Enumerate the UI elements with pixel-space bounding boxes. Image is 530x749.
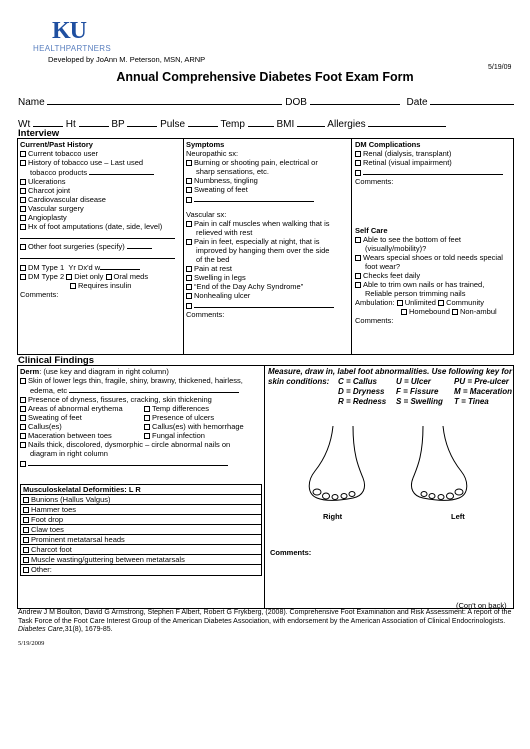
- derm-item: Callus(es) with hemorrhage: [152, 422, 244, 431]
- msk-item: Prominent metatarsal heads: [31, 535, 125, 544]
- org-name: HEALTHPARTNERS: [33, 44, 111, 53]
- complication-item: Renal (dialysis, transplant): [363, 149, 452, 158]
- bp-field[interactable]: [127, 117, 157, 127]
- checkbox[interactable]: [20, 224, 26, 230]
- complications-heading: DM Complications: [355, 140, 421, 149]
- key-intro: Measure, draw in, label foot abnormalities. Use following key for: [268, 367, 513, 376]
- ht-label: Ht: [65, 119, 76, 130]
- checkbox[interactable]: [20, 160, 26, 166]
- symptom-item: Numbness, tingling: [194, 176, 258, 185]
- checkbox[interactable]: [144, 433, 150, 439]
- checkbox[interactable]: [355, 282, 361, 288]
- symptom-item: of the bed: [196, 255, 230, 264]
- neuro-label: Neuropathic sx:: [186, 149, 239, 158]
- checkbox[interactable]: [355, 170, 361, 176]
- ambulation-label: Ambulation:: [355, 298, 395, 307]
- homebound: Homebound: [409, 307, 450, 316]
- history-item: History of tobacco use – Last used: [28, 158, 144, 167]
- derm-item: Temp differences: [152, 404, 209, 413]
- checkbox[interactable]: [23, 507, 29, 513]
- key-entry: S = Swelling: [396, 397, 443, 406]
- derm-item: Callus(es): [28, 422, 62, 431]
- left-foot-icon: [411, 426, 466, 500]
- key-panel: [268, 367, 513, 407]
- ht-field[interactable]: [79, 117, 109, 127]
- pulse-label: Pulse: [160, 119, 186, 130]
- dm-type-2: DM Type 2: [28, 272, 65, 281]
- date-field[interactable]: [430, 95, 514, 105]
- key-label: skin conditions:: [268, 377, 330, 386]
- temp-label: Temp: [220, 119, 245, 130]
- checkbox[interactable]: [23, 547, 29, 553]
- msk-table: [20, 484, 262, 576]
- derm-item: Areas of abnormal erythema: [28, 404, 123, 413]
- checkbox[interactable]: [20, 461, 26, 467]
- history-item: tobacco products: [30, 168, 88, 177]
- self-care-item: Reliable person trimming nails: [365, 289, 466, 298]
- checkbox[interactable]: [186, 284, 192, 290]
- dm-type-1: DM Type 1: [28, 263, 65, 272]
- msk-item: Muscle wasting/guttering between metatarsals: [31, 555, 185, 564]
- vascular-label: Vascular sx:: [186, 210, 227, 219]
- patient-row-2: [18, 117, 446, 130]
- right-label: Right: [323, 512, 343, 521]
- checkbox[interactable]: [186, 178, 192, 184]
- checkbox[interactable]: [355, 160, 361, 166]
- derm-label: Derm: [20, 367, 40, 376]
- clinical-heading: Clinical Findings: [18, 355, 95, 366]
- symptom-item: Swelling in legs: [194, 273, 246, 282]
- key-entry: U = Ulcer: [396, 377, 431, 386]
- bmi-field[interactable]: [297, 117, 325, 127]
- derm-item: Presence of dryness, fissures, cracking, skin thickening: [28, 395, 212, 404]
- history-comments: Comments:: [20, 290, 59, 299]
- checkbox[interactable]: [186, 275, 192, 281]
- derm-item: Fungal infection: [152, 431, 205, 440]
- derm-column: [20, 367, 260, 468]
- name-label: Name: [18, 97, 45, 108]
- checkbox[interactable]: [23, 497, 29, 503]
- continued-note: (Con't on back): [456, 601, 507, 610]
- history-column: [20, 140, 180, 299]
- checkbox[interactable]: [20, 215, 26, 221]
- unlimited: Unlimited: [404, 298, 436, 307]
- temp-field[interactable]: [248, 117, 274, 127]
- key-entry: F = Fissure: [396, 387, 439, 396]
- symptom-item: Burning or shooting pain, electrical or: [194, 158, 318, 167]
- complications-column: [355, 140, 513, 325]
- oral-meds: Oral meds: [113, 272, 149, 281]
- symptom-item: relieved with rest: [196, 228, 253, 237]
- checkbox[interactable]: [452, 309, 458, 315]
- checkbox[interactable]: [20, 206, 26, 212]
- checkbox[interactable]: [438, 300, 444, 306]
- citation: [18, 609, 512, 635]
- citation-journal: Diabetes Care: [18, 626, 63, 634]
- derm-note: : (use key and diagram in right column): [39, 367, 169, 376]
- symptom-item: Pain at rest: [194, 264, 232, 273]
- checkbox[interactable]: [70, 283, 76, 289]
- msk-item: Bunions (Hallus Valgus): [31, 495, 111, 504]
- history-item: Hx of foot amputations (date, side, level): [28, 222, 163, 231]
- symptom-item: Sweating of feet: [194, 185, 248, 194]
- name-field[interactable]: [47, 95, 282, 105]
- pulse-field[interactable]: [188, 117, 218, 127]
- checkbox[interactable]: [186, 160, 192, 166]
- right-foot-icon: [309, 426, 364, 500]
- self-care-item: Able to trim own nails or has trained,: [363, 280, 485, 289]
- key-entry: R = Redness: [338, 397, 387, 406]
- non-ambul: Non-ambul: [459, 307, 497, 316]
- history-item: Other foot surgeries (specify): [28, 242, 125, 251]
- dob-label: DOB: [285, 97, 307, 108]
- key-entry: M = Maceration: [454, 387, 513, 396]
- symptom-item: sharp sensations, etc.: [196, 167, 269, 176]
- checkbox[interactable]: [20, 151, 26, 157]
- checkbox[interactable]: [20, 424, 26, 430]
- interview-heading: Interview: [18, 128, 60, 139]
- bmi-label: BMI: [276, 119, 295, 130]
- checkbox[interactable]: [186, 303, 192, 309]
- checkbox[interactable]: [20, 433, 26, 439]
- msk-item: Claw toes: [31, 525, 64, 534]
- derm-item: Sweating of feet: [28, 413, 82, 422]
- checkbox[interactable]: [20, 442, 26, 448]
- checkbox[interactable]: [355, 273, 361, 279]
- checkbox[interactable]: [355, 237, 361, 243]
- derm-item: diagram in right column: [30, 449, 108, 458]
- checkbox[interactable]: [23, 567, 29, 573]
- allergies-field[interactable]: [368, 117, 446, 127]
- checkbox[interactable]: [20, 274, 26, 280]
- symptom-item: Pain in calf muscles when walking that is: [194, 219, 330, 228]
- complication-item: Retinal (visual impairment): [363, 158, 452, 167]
- derm-item: Skin of lower legs thin, fragile, shiny, brawny, thickened, hairless,: [28, 376, 243, 385]
- checkbox[interactable]: [106, 274, 112, 280]
- checkbox[interactable]: [20, 406, 26, 412]
- key-entry: PU = Pre-ulcer: [454, 377, 509, 386]
- derm-item: edema, etc: [30, 386, 68, 395]
- interview-box: [17, 138, 514, 355]
- self-care-item: (visually/mobility)?: [365, 244, 427, 253]
- checkbox[interactable]: [186, 221, 192, 227]
- checkbox[interactable]: [20, 244, 26, 250]
- checkbox[interactable]: [23, 527, 29, 533]
- key-entry: C = Callus: [338, 377, 377, 386]
- derm-item: Maceration between toes: [28, 431, 112, 440]
- checkbox[interactable]: [20, 397, 26, 403]
- self-care-item: Able to see the bottom of feet: [363, 235, 461, 244]
- self-care-comments: Comments:: [355, 316, 394, 325]
- history-item: Ulcerations: [28, 177, 66, 186]
- wt-label: Wt: [18, 119, 31, 130]
- msk-item: Foot drop: [31, 515, 64, 524]
- dob-field[interactable]: [310, 95, 400, 105]
- checkbox[interactable]: [186, 266, 192, 272]
- checkbox[interactable]: [20, 265, 26, 271]
- symptoms-column: [186, 140, 348, 319]
- history-item: Charcot joint: [28, 186, 71, 195]
- left-label: Left: [451, 512, 465, 521]
- symptoms-comments: Comments:: [186, 310, 225, 319]
- checkbox[interactable]: [401, 309, 407, 315]
- requires-insulin: Requires insulin: [78, 281, 132, 290]
- history-item: Angioplasty: [28, 213, 67, 222]
- checkbox[interactable]: [355, 151, 361, 157]
- date-label: Date: [406, 97, 428, 108]
- msk-heading: Musculoskelatal Deformities: L R: [21, 485, 261, 495]
- footer-date: 5/19/2009: [18, 640, 45, 647]
- wt-field[interactable]: [33, 117, 63, 127]
- history-item: Current tobacco user: [28, 149, 99, 158]
- clinical-box: [17, 365, 514, 609]
- yr-dx-label: Yr Dx'd w: [68, 263, 101, 272]
- checkbox[interactable]: [23, 537, 29, 543]
- developed-by: Developed by JoAnn M. Peterson, MSN, ARNP: [48, 55, 206, 64]
- page-title: Annual Comprehensive Diabetes Foot Exam Form: [116, 70, 414, 84]
- checkbox[interactable]: [144, 406, 150, 412]
- checkbox[interactable]: [20, 197, 26, 203]
- checkbox[interactable]: [144, 424, 150, 430]
- community: Community: [446, 298, 484, 307]
- bp-label: BP: [111, 119, 125, 130]
- symptom-item: “End of the Day Achy Syndrome”: [194, 282, 304, 291]
- checkbox[interactable]: [355, 255, 361, 261]
- citation-text: Andrew J M Boulton, David G Armstrong, Stephen F Albert, Robert G Frykberg, (2008). Comprehensive Foot Examination and Risk Assessment: A report of the Task Force of the Foot Care Interest Group of the American Diabetes Association, with endorsement by the American Association of Clinical Endocrinologists.: [18, 609, 512, 625]
- derm-item: Nails thick, discolored, dysmorphic – circle abnormal nails on: [28, 440, 231, 449]
- self-care-item: Wears special shoes or told needs special: [363, 253, 503, 262]
- symptom-item: Nonhealing ulcer: [194, 291, 251, 300]
- checkbox[interactable]: [20, 378, 26, 384]
- self-care-item: Checks feet daily: [363, 271, 421, 280]
- symptoms-heading: Symptoms: [186, 140, 225, 149]
- checkbox[interactable]: [23, 557, 29, 563]
- checkbox[interactable]: [20, 188, 26, 194]
- msk-item: Charcot foot: [31, 545, 72, 554]
- msk-item: Hammer toes: [31, 505, 77, 514]
- history-heading: Current/Past History: [20, 140, 93, 149]
- checkbox[interactable]: [144, 415, 150, 421]
- msk-item: Other:: [31, 565, 52, 574]
- key-entry: T = Tinea: [454, 397, 489, 406]
- history-item: Vascular surgery: [28, 204, 84, 213]
- checkbox[interactable]: [186, 239, 192, 245]
- checkbox[interactable]: [20, 179, 26, 185]
- feet-diagram[interactable]: [293, 426, 493, 506]
- checkbox[interactable]: [397, 300, 403, 306]
- ku-logo: KU: [52, 18, 86, 44]
- complications-comments: Comments:: [355, 177, 394, 186]
- checkbox[interactable]: [66, 274, 72, 280]
- citation-volume: ,31(8), 1679-85.: [62, 626, 113, 634]
- derm-item: Presence of ulcers: [152, 413, 215, 422]
- clinical-comments: Comments:: [270, 548, 312, 557]
- checkbox[interactable]: [23, 517, 29, 523]
- checkbox[interactable]: [186, 293, 192, 299]
- patient-row-1: [18, 95, 514, 108]
- checkbox[interactable]: [186, 197, 192, 203]
- self-care-heading: Self Care: [355, 226, 388, 235]
- symptom-item: Pain in feet, especially at night, that is: [194, 237, 320, 246]
- self-care-item: foot wear?: [365, 262, 401, 271]
- checkbox[interactable]: [20, 415, 26, 421]
- key-entry: D = Dryness: [338, 387, 385, 396]
- allergies-label: Allergies: [327, 119, 366, 130]
- diet-only: Diet only: [74, 272, 104, 281]
- form-date: 5/19/09: [488, 64, 512, 71]
- checkbox[interactable]: [186, 187, 192, 193]
- symptom-item: improved by hanging them over the side: [196, 246, 330, 255]
- history-item: Cardiovascular disease: [28, 195, 106, 204]
